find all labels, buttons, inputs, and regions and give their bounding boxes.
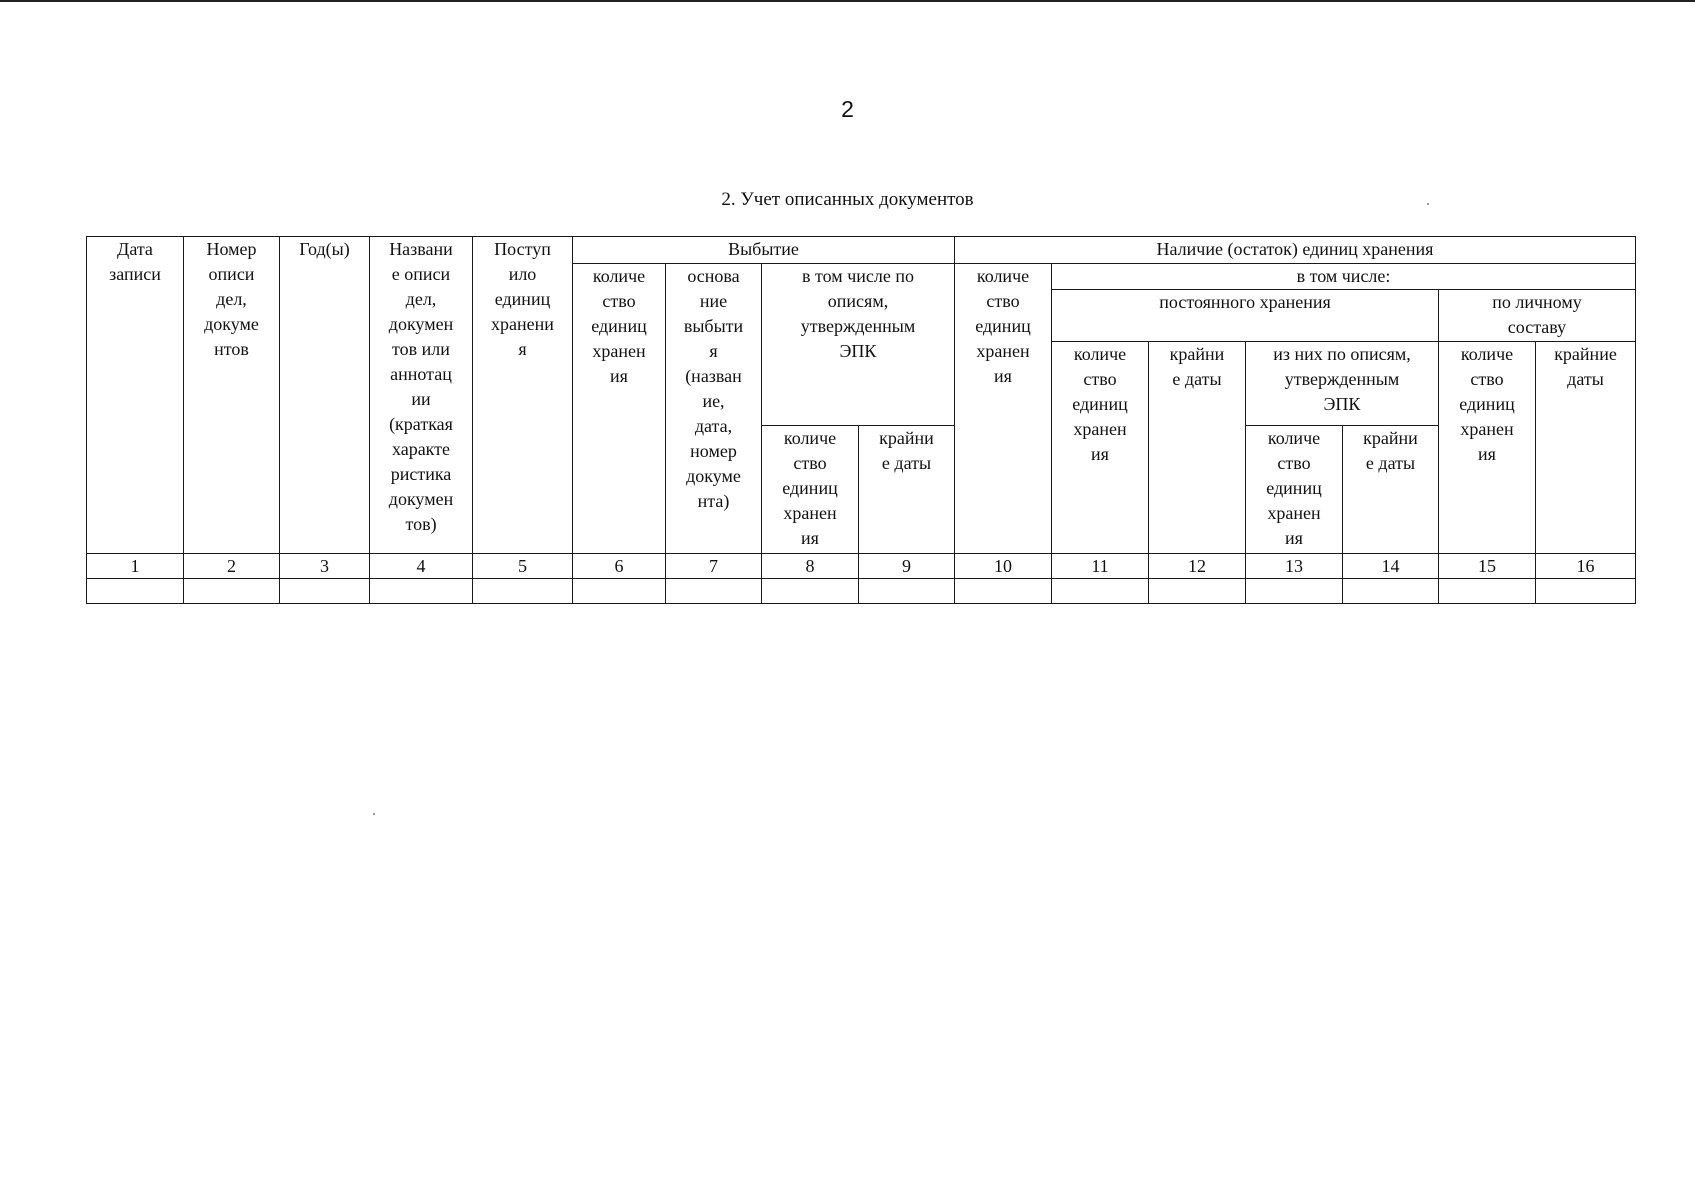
empty-cell[interactable] xyxy=(1439,579,1536,604)
empty-cell[interactable] xyxy=(1246,579,1343,604)
column-number: 9 xyxy=(859,554,955,579)
header-date: Дата записи xyxy=(87,237,184,554)
empty-cell[interactable] xyxy=(184,579,280,604)
header-permanent-quantity: количе ство единиц хранен ия xyxy=(1052,342,1149,554)
column-number: 6 xyxy=(573,554,666,579)
header-presence-quantity: количе ство единиц хранен ия xyxy=(955,264,1052,554)
empty-cell[interactable] xyxy=(87,579,184,604)
header-personnel-dates: крайние даты xyxy=(1536,342,1636,554)
header-permanent-epk-quantity: количе ство единиц хранен ия xyxy=(1246,426,1343,554)
column-number: 1 xyxy=(87,554,184,579)
empty-cell[interactable] xyxy=(473,579,573,604)
column-number: 16 xyxy=(1536,554,1636,579)
column-number: 13 xyxy=(1246,554,1343,579)
header-permanent-epk: из них по описям, утвержденным ЭПК xyxy=(1246,342,1439,426)
column-number: 2 xyxy=(184,554,280,579)
empty-entry-row xyxy=(87,579,1636,604)
empty-cell[interactable] xyxy=(955,579,1052,604)
header-permanent-dates: крайни е даты xyxy=(1149,342,1246,554)
header-presence-including: в том числе: xyxy=(1052,264,1636,290)
empty-cell[interactable] xyxy=(280,579,370,604)
disposal-epk-word: ЭПК xyxy=(839,341,877,361)
header-disposal: Выбытие xyxy=(573,237,955,264)
header-permanent-storage: постоянного хранения xyxy=(1052,290,1439,342)
empty-cell[interactable] xyxy=(1149,579,1246,604)
column-number-row xyxy=(87,554,1636,579)
disposal-epk-text: в том числе по описям, утвержденным xyxy=(800,266,916,336)
empty-cell[interactable] xyxy=(573,579,666,604)
empty-cell[interactable] xyxy=(370,579,473,604)
empty-cell[interactable] xyxy=(762,579,859,604)
empty-cell[interactable] xyxy=(1052,579,1149,604)
column-number: 5 xyxy=(473,554,573,579)
empty-cell[interactable] xyxy=(1536,579,1636,604)
column-number: 12 xyxy=(1149,554,1246,579)
header-presence: Наличие (остаток) единиц хранения xyxy=(955,237,1636,264)
empty-cell[interactable] xyxy=(859,579,955,604)
document-ledger-table xyxy=(86,236,1636,604)
header-personnel-quantity: количе ство единиц хранен ия xyxy=(1439,342,1536,554)
header-permanent-epk-dates: крайни е даты xyxy=(1343,426,1439,554)
section-title: 2. Учет описанных документов xyxy=(721,189,974,210)
header-disposal-quantity: количе ство единиц хранен ия xyxy=(573,264,666,554)
column-number: 14 xyxy=(1343,554,1439,579)
empty-cell[interactable] xyxy=(1343,579,1439,604)
scan-speck xyxy=(373,813,375,815)
header-disposal-epk-quantity: количе ство единиц хранен ия xyxy=(762,426,859,554)
header-personnel: по личному составу xyxy=(1439,290,1636,342)
column-number: 4 xyxy=(370,554,473,579)
column-number: 10 xyxy=(955,554,1052,579)
scan-speck xyxy=(1427,203,1429,205)
header-disposal-epk-dates: крайни е даты xyxy=(859,426,955,554)
header-inventory-name: Названи е описи дел, докумен тов или аннотац ии (краткая характе ристика докумен тов) xyxy=(370,237,473,554)
header-disposal-epk xyxy=(762,264,955,426)
column-number: 7 xyxy=(666,554,762,579)
column-number: 11 xyxy=(1052,554,1149,579)
header-inventory-number: Номер описи дел, докуме нтов xyxy=(184,237,280,554)
column-number: 15 xyxy=(1439,554,1536,579)
header-received: Поступ ило единиц хранени я xyxy=(473,237,573,554)
header-disposal-basis: основа ние выбыти я (назван ие, дата, номер докуме нта) xyxy=(666,264,762,554)
column-number: 8 xyxy=(762,554,859,579)
top-page-border xyxy=(0,0,1695,2)
page-number: 2 xyxy=(841,96,854,122)
header-years: Год(ы) xyxy=(280,237,370,554)
column-number: 3 xyxy=(280,554,370,579)
empty-cell[interactable] xyxy=(666,579,762,604)
